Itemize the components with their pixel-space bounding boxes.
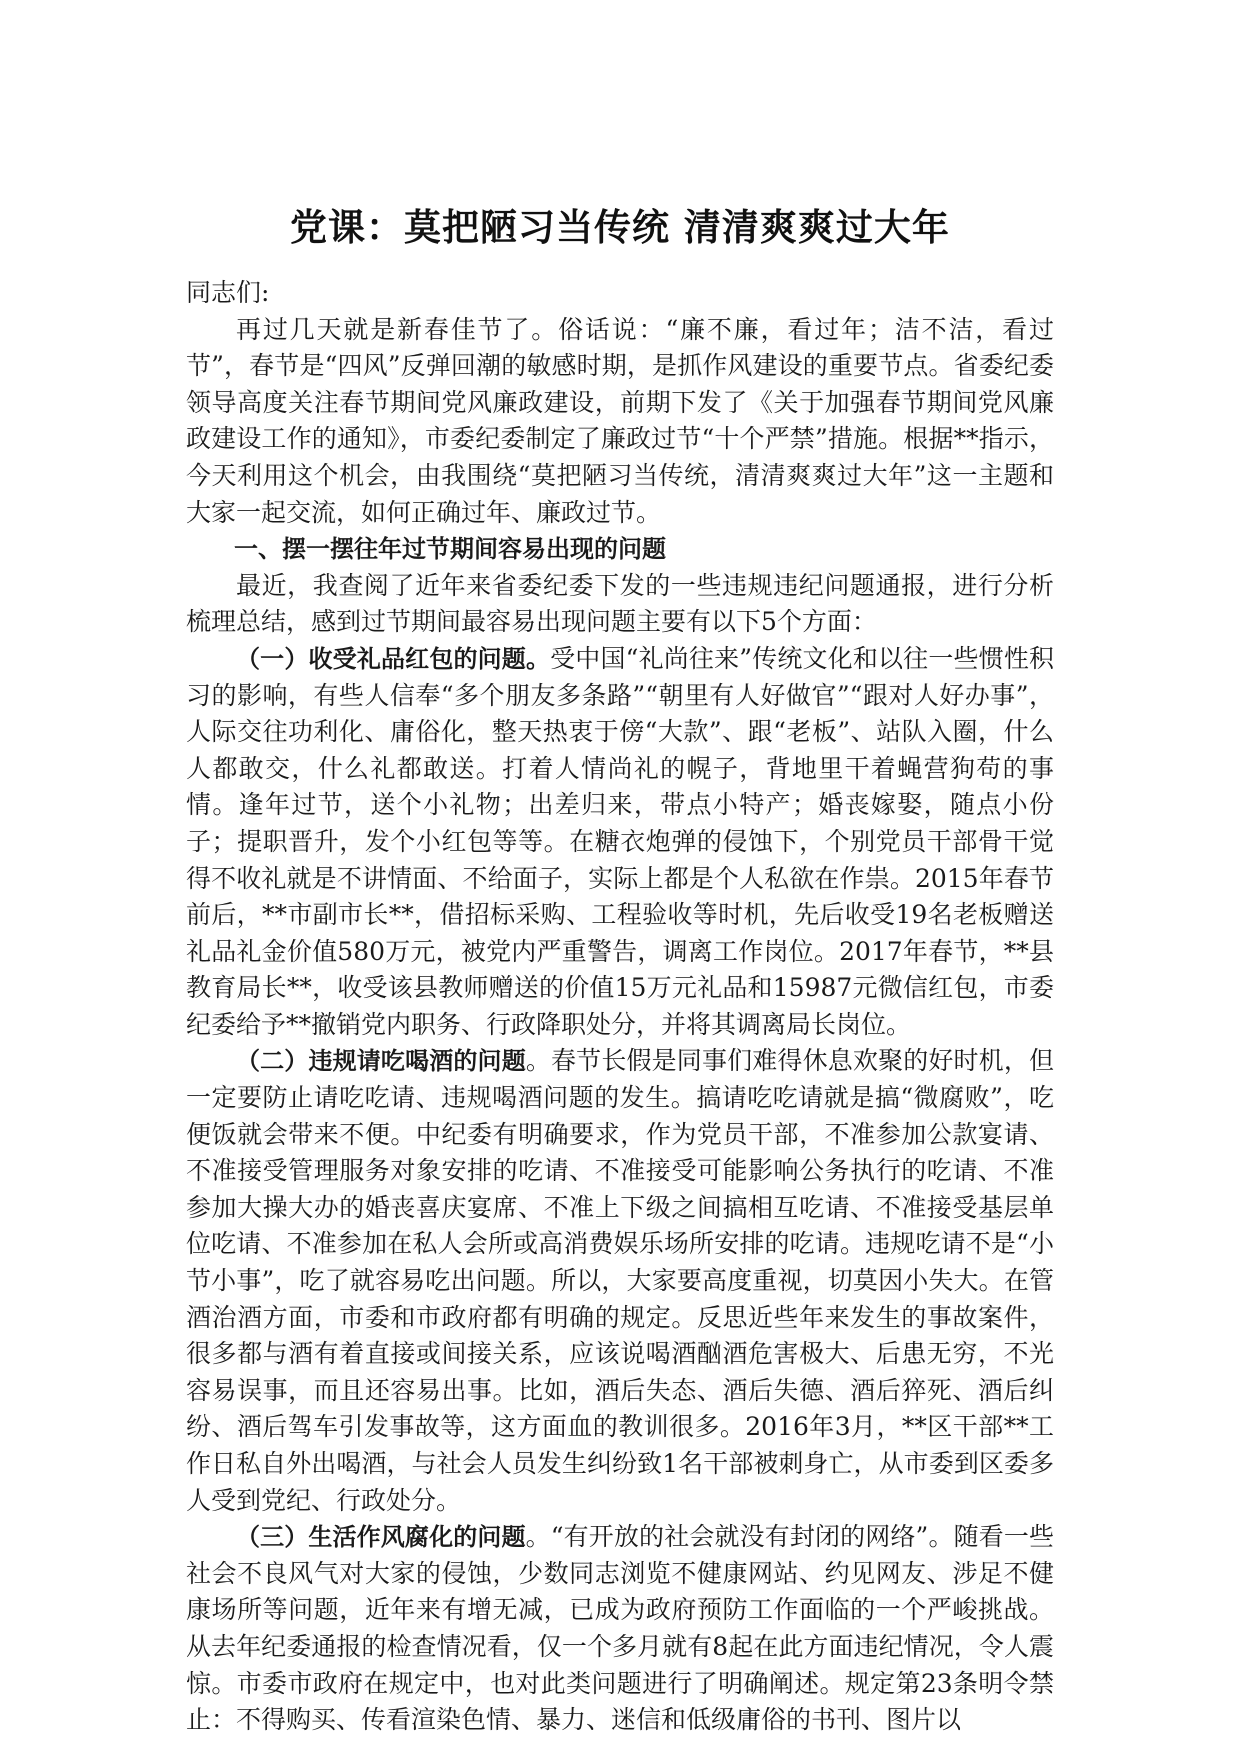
item-heading-gifts: （一）收受礼品红包的问题。 <box>236 644 551 673</box>
salutation: 同志们: <box>186 278 270 307</box>
document-body <box>186 275 1054 1739</box>
item-paragraph-lifestyle <box>186 1519 1054 1739</box>
section-heading: 一、摆一摆往年过节期间容易出现的问题 <box>234 535 666 564</box>
item-text-lifestyle: 。“有开放的社会就没有封闭的网络”。随看一些社会不良风气对大家的侵蚀，少数同志浏览不健康网站、约见网友、涉足不健康场所等问题，近年来有增无减，已成为政府预防工作面临的一个严峻挑战。从去年纪委通报的检查情况看，仅一个多月就有8起在此方面违纪情况，令人震惊。市委市政府在规定中，也对此类问题进行了明确阐述。规定第23条明令禁止：不得购买、传看渲染色情、暴力、迷信和低级庸俗的书刊、图片以 <box>186 1522 1054 1735</box>
item-paragraph-banquets <box>186 1043 1054 1519</box>
item-text-gifts: 受中国“礼尚往来”传统文化和以往一些惯性积习的影响，有些人信奉“多个朋友多条路”“朝里有人好做官”“跟对人好办事”，人际交往功利化、庸俗化，整天热衷于傍“大款”、跟“老板”、站队入圈，什么人都敢交，什么礼都敢送。打着人情尚礼的幌子，背地里干着蝇营狗苟的事情。逢年过节，送个小礼物；出差归来，带点小特产；婚丧嫁娶，随点小份子；提职晋升，发个小红包等等。在糖衣炮弹的侵蚀下，个别党员干部骨干觉得不收礼就是不讲情面、不给面子，实际上都是个人私欲在作祟。2015年春节前后，**市副市长**，借招标采购、工程验收等时机，先后收受19名老板赠送礼品礼金价值580万元，被党内严重警告，调离工作岗位。2017年春节，**县教育局长**，收受该县教师赠送的价值15万元礼品和15987元微信红包，市委纪委给予**撤销党内职务、行政降职处分，并将其调离局长岗位。 <box>186 643 1054 1039</box>
document-title: 党课：莫把陋习当传统 清清爽爽过大年 <box>290 206 950 249</box>
item-heading-lifestyle: （三）生活作风腐化的问题 <box>236 1523 526 1552</box>
item-heading-banquets: （二）违规请吃喝酒的问题 <box>236 1047 526 1076</box>
section-intro-paragraph: 最近，我查阅了近年来省委纪委下发的一些违规违纪问题通报，进行分析梳理总结，感到过节期间最容易出现问题主要有以下5个方面： <box>186 570 1054 637</box>
item-text-banquets: 。春节长假是同事们难得休息欢聚的好时机，但一定要防止请吃吃请、违规喝酒问题的发生。搞请吃吃请就是搞“微腐败”，吃便饭就会带来不便。中纪委有明确要求，作为党员干部，不准参加公款宴请、不准接受管理服务对象安排的吃请、不准接受可能影响公务执行的吃请、不准参加大操大办的婚丧喜庆宴席、不准上下级之间搞相互吃请、不准接受基层单位吃请、不准参加在私人会所或高消费娱乐场所安排的吃请。违规吃请不是“小节小事”，吃了就容易吃出问题。所以，大家要高度重视，切莫因小失大。在管酒治酒方面，市委和市政府都有明确的规定。反思近些年来发生的事故案件，很多都与酒有着直接或间接关系，应该说喝酒酗酒危害极大、后患无穷，不光容易误事，而且还容易出事。比如，酒后失态、酒后失德、酒后猝死、酒后纠纷、酒后驾车引发事故等，这方面血的教训很多。2016年3月，**区干部**工作日私自外出喝酒，与社会人员发生纠纷致1名干部被刺身亡，从市委到区委多人受到党纪、行政处分。 <box>186 1046 1054 1515</box>
item-paragraph-gifts <box>186 641 1054 1044</box>
intro-paragraph: 再过几天就是新春佳节了。俗话说：“廉不廉，看过年；洁不洁，看过节”，春节是“四风”反弹回潮的敏感时期，是抓作风建设的重要节点。省委纪委领导高度关注春节期间党风廉政建设，前期下发了《关于加强春节期间党风廉政建设工作的通知》，市委纪委制定了廉政过节“十个严禁”措施。根据**指示，今天利用这个机会，由我围绕“莫把陋习当传统，清清爽爽过大年”这一主题和大家一起交流，如何正确过年、廉政过节。 <box>186 314 1054 527</box>
